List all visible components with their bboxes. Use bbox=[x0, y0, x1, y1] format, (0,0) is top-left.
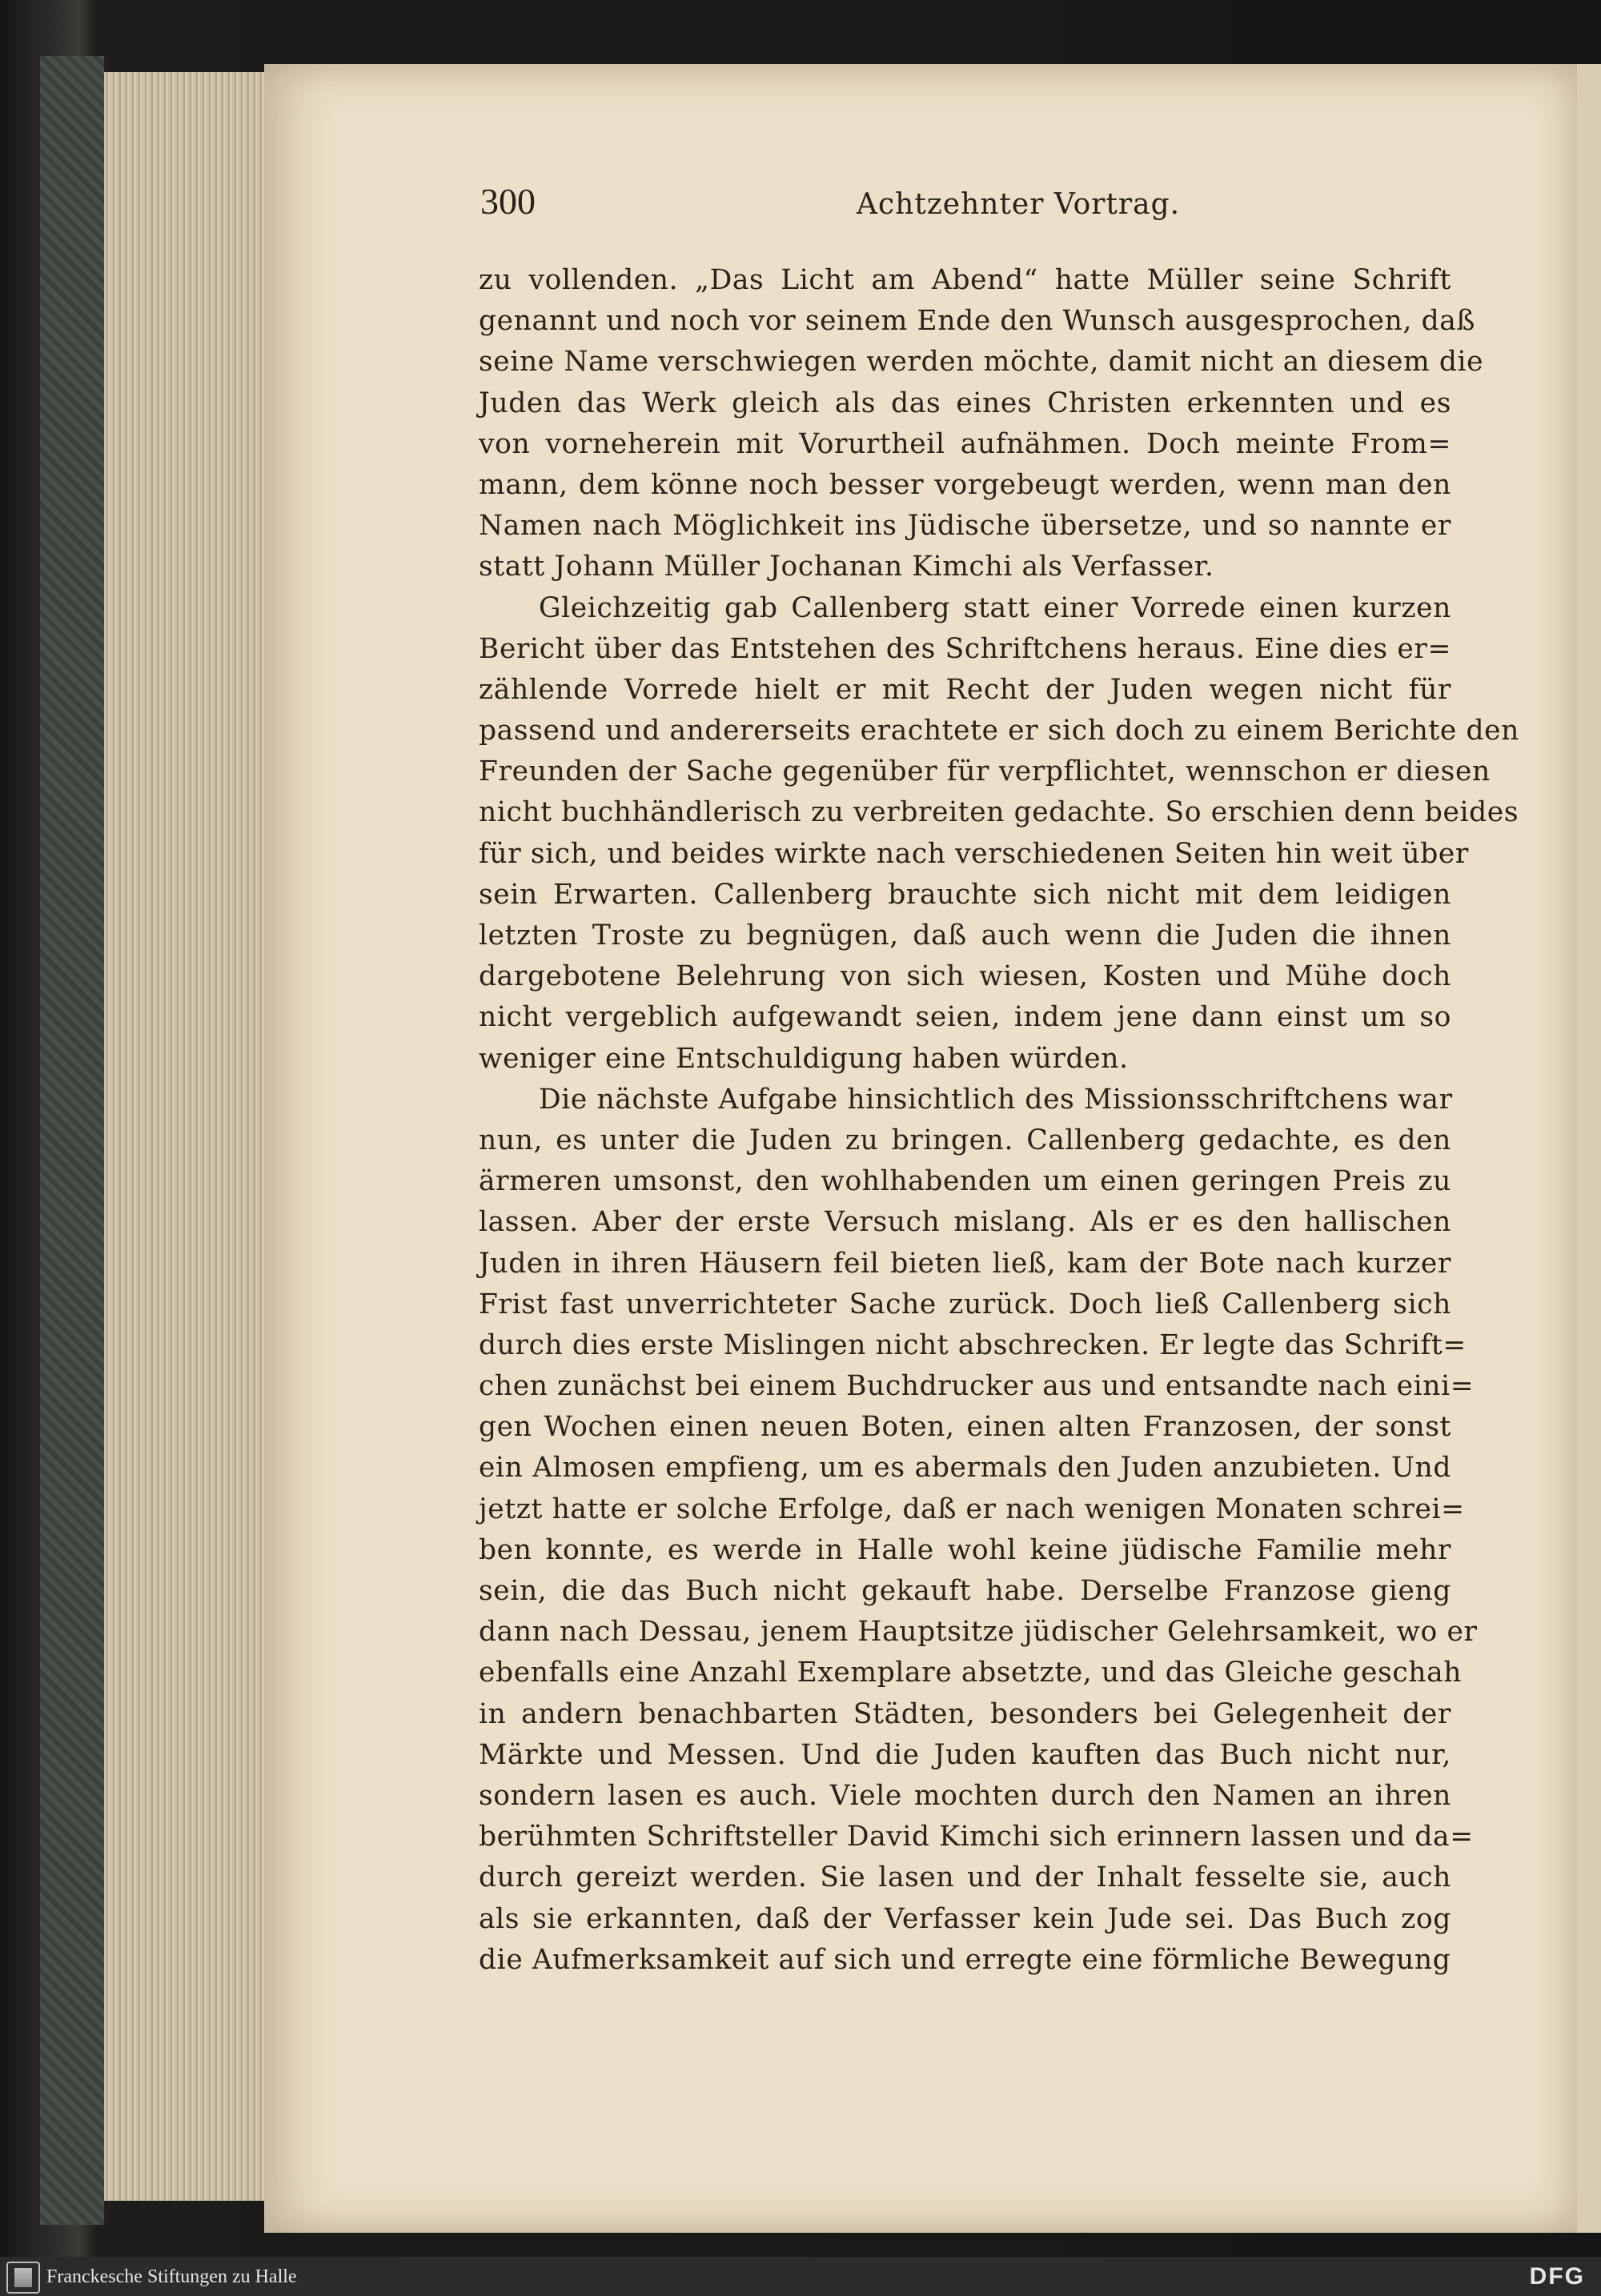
institution-logo-icon bbox=[6, 2262, 40, 2294]
text-line: ärmeren umsonst, den wohlhabenden um einen geringen Preis zu bbox=[479, 1165, 1451, 1198]
text-line: genannt und noch vor seinem Ende den Wunsch ausgesprochen, daß bbox=[479, 305, 1476, 338]
text-line: jetzt hatte er solche Erfolge, daß er nach wenigen Monaten schrei= bbox=[479, 1493, 1465, 1525]
text-line: ein Almosen empfieng, um es abermals den Juden anzubieten. Und bbox=[479, 1452, 1451, 1485]
page-number: 300 bbox=[480, 181, 536, 222]
text-line: ben konnte, es werde in Halle wohl keine jüdische Familie mehr bbox=[479, 1533, 1451, 1566]
text-line: Freunden der Sache gegenüber für verpflichtet, wennschon er diesen bbox=[479, 755, 1491, 788]
text-line: nicht vergeblich aufgewandt seien, indem jene dann einst um so bbox=[479, 1001, 1451, 1034]
text-line: zählende Vorrede hielt er mit Recht der Juden wegen nicht für bbox=[479, 673, 1451, 706]
text-line: passend und andererseits erachtete er sich doch zu einem Berichte den bbox=[479, 715, 1519, 747]
book-spine bbox=[40, 56, 109, 2225]
running-head: Achtzehnter Vortrag. bbox=[857, 188, 1181, 221]
text-line: statt Johann Müller Jochanan Kimchi als Verfasser. bbox=[479, 551, 1214, 583]
text-line: Gleichzeitig gab Callenberg statt einer Vorrede einen kurzen bbox=[539, 591, 1451, 624]
text-line: lassen. Aber der erste Versuch mislang. Als er es den hallischen bbox=[479, 1206, 1451, 1239]
text-line: nicht buchhändlerisch zu verbreiten gedachte. So erschien denn beides bbox=[479, 796, 1519, 829]
text-line: Juden in ihren Häusern feil bieten ließ, kam der Bote nach kurzer bbox=[479, 1247, 1451, 1280]
text-line: durch gereizt werden. Sie lasen und der Inhalt fesselte sie, auch bbox=[479, 1861, 1451, 1894]
text-line: Juden das Werk gleich als das eines Christen erkennten und es bbox=[479, 387, 1451, 419]
text-line: letzten Troste zu begnügen, daß auch wenn die Juden die ihnen bbox=[479, 920, 1451, 952]
text-line: chen zunächst bei einem Buchdrucker aus und entsandte nach eini= bbox=[479, 1370, 1475, 1403]
text-line: sein, die das Buch nicht gekauft habe. Derselbe Franzose gieng bbox=[479, 1575, 1451, 1607]
text-line: Märkte und Messen. Und die Juden kauften das Buch nicht nur, bbox=[479, 1738, 1451, 1771]
text-line: dargebotene Belehrung von sich wiesen, Kosten und Mühe doch bbox=[479, 960, 1451, 993]
text-line: weniger eine Entschuldigung haben würden. bbox=[479, 1042, 1129, 1075]
footer-institution: Franckesche Stiftungen zu Halle bbox=[46, 2266, 297, 2287]
text-line: ebenfalls eine Anzahl Exemplare absetzte, und das Gleiche geschah bbox=[479, 1657, 1463, 1689]
text-line: als sie erkannten, daß der Verfasser kein Jude sei. Das Buch zog bbox=[479, 1902, 1451, 1935]
footer-dfg-logo: DFG bbox=[1529, 2263, 1585, 2290]
text-line: in andern benachbarten Städten, besonders bei Gelegenheit der bbox=[479, 1697, 1451, 1730]
text-line: Die nächste Aufgabe hinsichtlich des Missionsschriftchens war bbox=[539, 1083, 1453, 1116]
facing-page-edge bbox=[1577, 64, 1601, 2233]
page-header bbox=[480, 180, 1449, 252]
text-line: mann, dem könne noch besser vorgebeugt werden, wenn man den bbox=[479, 468, 1451, 501]
text-line: durch dies erste Mislingen nicht abschrecken. Er legte das Schrift= bbox=[479, 1328, 1467, 1361]
text-line: sein Erwarten. Callenberg brauchte sich nicht mit dem leidigen bbox=[479, 878, 1451, 911]
text-line: Bericht über das Entstehen des Schriftchens heraus. Eine dies er= bbox=[479, 632, 1451, 665]
text-line: Namen nach Möglichkeit ins Jüdische übersetze, und so nannte er bbox=[479, 510, 1451, 543]
text-line: zu vollenden. „Das Licht am Abend“ hatte Müller seine Schrift bbox=[479, 264, 1451, 296]
text-line: nun, es unter die Juden zu bringen. Callenberg gedachte, es den bbox=[479, 1124, 1451, 1156]
body-text bbox=[479, 260, 1519, 1981]
text-line: Frist fast unverrichteter Sache zurück. Doch ließ Callenberg sich bbox=[479, 1288, 1451, 1320]
footer-bar bbox=[0, 2257, 1601, 2296]
text-line: berühmten Schriftsteller David Kimchi sich erinnern lassen und da= bbox=[479, 1821, 1474, 1853]
text-line: für sich, und beides wirkte nach verschiedenen Seiten hin weit über bbox=[479, 837, 1470, 870]
text-line: gen Wochen einen neuen Boten, einen alten Franzosen, der sonst bbox=[479, 1411, 1451, 1444]
text-line: sondern lasen es auch. Viele mochten durch den Namen an ihren bbox=[479, 1779, 1451, 1812]
text-line: die Aufmerksamkeit auf sich und erregte eine förmliche Bewegung bbox=[479, 1943, 1451, 1976]
page-edges bbox=[104, 72, 264, 2201]
text-line: dann nach Dessau, jenem Hauptsitze jüdischer Gelehrsamkeit, wo er bbox=[479, 1616, 1478, 1649]
text-line: seine Name verschwiegen werden möchte, damit nicht an diesem die bbox=[479, 346, 1484, 379]
text-line: von vorneherein mit Vorurtheil aufnähmen. Doch meinte From= bbox=[479, 427, 1451, 460]
